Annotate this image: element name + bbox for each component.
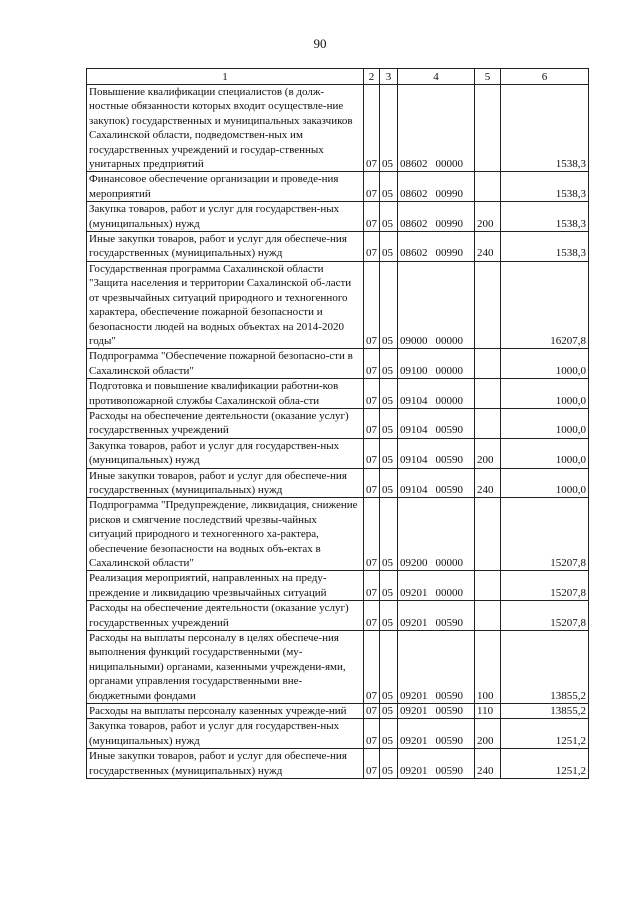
target-article-program-code: 09201: [400, 705, 428, 718]
header-col-1: 1: [87, 69, 364, 85]
target-article-direction-code: 00590: [435, 689, 463, 702]
target-article-direction-code: 00990: [435, 217, 463, 230]
target-article-code: [398, 172, 475, 202]
subsection-code: 05: [380, 704, 398, 719]
target-article-code: [398, 468, 475, 498]
expense-type-code: 200: [475, 719, 501, 749]
expense-type-code: 100: [475, 631, 501, 704]
table-header: [87, 69, 589, 85]
table-row: [87, 438, 589, 468]
budget-table: [86, 68, 589, 779]
target-article-code: [398, 749, 475, 779]
target-article-direction-code: 00000: [435, 334, 463, 347]
amount-value: 15207,8: [501, 498, 589, 571]
table-row: [87, 601, 589, 631]
subsection-code: 05: [380, 349, 398, 379]
subsection-code: 05: [380, 261, 398, 348]
target-article-direction-code: 00000: [435, 158, 463, 171]
expense-type-code: 110: [475, 704, 501, 719]
target-article-code: [398, 85, 475, 172]
target-article-direction-code: 00990: [435, 247, 463, 260]
target-article-program-code: 09104: [400, 394, 428, 407]
target-article-code: [398, 438, 475, 468]
section-code: 07: [364, 408, 380, 438]
target-article-program-code: 09104: [400, 454, 428, 467]
expense-type-code: 240: [475, 749, 501, 779]
subsection-code: 05: [380, 408, 398, 438]
section-code: 07: [364, 85, 380, 172]
subsection-code: 05: [380, 202, 398, 232]
subsection-code: 05: [380, 438, 398, 468]
target-article-direction-code: 00000: [435, 557, 463, 569]
target-article-code: [398, 408, 475, 438]
section-code: 07: [364, 571, 380, 601]
amount-value: 13855,2: [501, 631, 589, 704]
section-code: 07: [364, 601, 380, 631]
amount-value: 1538,3: [501, 232, 589, 262]
amount-value: 15207,8: [501, 601, 589, 631]
amount-value: 1000,0: [501, 379, 589, 409]
subsection-code: 05: [380, 601, 398, 631]
target-article-direction-code: 00000: [435, 586, 463, 599]
row-name: Закупка товаров, работ и услуг для государствен-ных (муниципальных) нужд: [87, 438, 364, 468]
table-row: [87, 749, 589, 779]
table-row: [87, 719, 589, 749]
section-code: 07: [364, 232, 380, 262]
target-article-program-code: 09000: [400, 334, 428, 347]
amount-value: 1538,3: [501, 85, 589, 172]
subsection-code: 05: [380, 468, 398, 498]
target-article-program-code: 08602: [400, 247, 428, 260]
table-row: [87, 498, 589, 571]
target-article-direction-code: 00590: [435, 483, 463, 496]
target-article-program-code: 09100: [400, 364, 428, 377]
amount-value: 1538,3: [501, 202, 589, 232]
target-article-program-code: 09201: [400, 616, 428, 629]
header-col-6: 6: [501, 69, 589, 85]
target-article-direction-code: 00590: [435, 705, 463, 718]
row-name: Закупка товаров, работ и услуг для государствен-ных (муниципальных) нужд: [87, 719, 364, 749]
section-code: 07: [364, 379, 380, 409]
expense-type-code: [475, 85, 501, 172]
subsection-code: 05: [380, 232, 398, 262]
target-article-code: [398, 349, 475, 379]
target-article-code: [398, 261, 475, 348]
section-code: 07: [364, 468, 380, 498]
header-row: [87, 69, 589, 85]
section-code: 07: [364, 749, 380, 779]
expense-type-code: [475, 498, 501, 571]
amount-value: 16207,8: [501, 261, 589, 348]
amount-value: 1000,0: [501, 349, 589, 379]
target-article-direction-code: 00000: [435, 394, 463, 407]
subsection-code: 05: [380, 379, 398, 409]
header-col-2: 2: [364, 69, 380, 85]
target-article-direction-code: 00990: [435, 187, 463, 200]
header-col-3: 3: [380, 69, 398, 85]
row-name: Подпрограмма "Обеспечение пожарной безопасно-сти в Сахалинской области": [87, 349, 364, 379]
target-article-program-code: 09201: [400, 734, 428, 747]
expense-type-code: [475, 408, 501, 438]
row-name: Иные закупки товаров, работ и услуг для обеспече-ния государственных (муниципальных) нужд: [87, 468, 364, 498]
row-name: Иные закупки товаров, работ и услуг для обеспече-ния государственных (муниципальных) нужд: [87, 232, 364, 262]
section-code: 07: [364, 438, 380, 468]
target-article-code: [398, 379, 475, 409]
subsection-code: 05: [380, 172, 398, 202]
target-article-direction-code: 00590: [435, 764, 463, 777]
row-name: Подпрограмма "Предупреждение, ликвидация, снижение рисков и смягчение последствий чрезвы-чайных ситуаций природного и техногенного ха-рактера, обеспечение безопасности на водных объ-ектах в Сахалинской области": [87, 498, 364, 571]
table-row: [87, 571, 589, 601]
expense-type-code: [475, 571, 501, 601]
expense-type-code: [475, 601, 501, 631]
expense-type-code: [475, 261, 501, 348]
row-name: Иные закупки товаров, работ и услуг для обеспече-ния государственных (муниципальных) нужд: [87, 749, 364, 779]
table-row: [87, 232, 589, 262]
section-code: 07: [364, 349, 380, 379]
subsection-code: 05: [380, 571, 398, 601]
amount-value: 1538,3: [501, 172, 589, 202]
subsection-code: 05: [380, 85, 398, 172]
expense-type-code: 200: [475, 202, 501, 232]
page-number: 90: [313, 36, 327, 51]
target-article-direction-code: 00590: [435, 424, 463, 437]
target-article-program-code: 09104: [400, 424, 428, 437]
table-body: [87, 85, 589, 779]
subsection-code: 05: [380, 749, 398, 779]
expense-type-code: 240: [475, 232, 501, 262]
table-row: [87, 468, 589, 498]
target-article-code: [398, 601, 475, 631]
row-name: Расходы на обеспечение деятельности (оказание услуг) государственных учреждений: [87, 601, 364, 631]
section-code: 07: [364, 719, 380, 749]
amount-value: 1251,2: [501, 719, 589, 749]
table-row: [87, 631, 589, 704]
target-article-code: [398, 202, 475, 232]
target-article-direction-code: 00000: [435, 364, 463, 377]
amount-value: 13855,2: [501, 704, 589, 719]
row-name: Расходы на обеспечение деятельности (оказание услуг) государственных учреждений: [87, 408, 364, 438]
expense-type-code: 240: [475, 468, 501, 498]
row-name: Расходы на выплаты персоналу в целях обеспече-ния выполнения функций государственными (му-ниципальными) органами, казенными учреждени-ями, органами управления государственными вне-бюджетными фондами: [87, 631, 364, 704]
target-article-program-code: 08602: [400, 158, 428, 171]
header-col-5: 5: [475, 69, 501, 85]
amount-value: 15207,8: [501, 571, 589, 601]
section-code: 07: [364, 631, 380, 704]
target-article-code: [398, 719, 475, 749]
row-name: Закупка товаров, работ и услуг для государствен-ных (муниципальных) нужд: [87, 202, 364, 232]
row-name: Реализация мероприятий, направленных на преду-преждение и ликвидацию чрезвычайных ситуаций: [87, 571, 364, 601]
row-name: Расходы на выплаты персоналу казенных учрежде-ний: [87, 704, 364, 719]
header-col-4: 4: [398, 69, 475, 85]
target-article-program-code: 09201: [400, 586, 428, 599]
table-row: [87, 85, 589, 172]
table-row: [87, 202, 589, 232]
amount-value: 1000,0: [501, 408, 589, 438]
row-name: Повышение квалификации специалистов (в долж-ностные обязанности которых входит осуществле-ние закупок) государственных и муниципальных заказчиков Сахалинской области, подведомствен-ных им государственных учреждений и государ-ственных унитарных предприятий: [87, 85, 364, 172]
table-row: [87, 704, 589, 719]
section-code: 07: [364, 704, 380, 719]
section-code: 07: [364, 202, 380, 232]
table-row: [87, 408, 589, 438]
target-article-direction-code: 00590: [435, 454, 463, 467]
target-article-program-code: 09104: [400, 483, 428, 496]
target-article-direction-code: 00590: [435, 616, 463, 629]
section-code: 07: [364, 261, 380, 348]
target-article-program-code: 09201: [400, 689, 428, 702]
expense-type-code: 200: [475, 438, 501, 468]
row-name: Подготовка и повышение квалификации работни-ков противопожарной службы Сахалинской обла-сти: [87, 379, 364, 409]
section-code: 07: [364, 498, 380, 571]
expense-type-code: [475, 172, 501, 202]
target-article-direction-code: 00590: [435, 734, 463, 747]
target-article-code: [398, 704, 475, 719]
amount-value: 1251,2: [501, 749, 589, 779]
target-article-code: [398, 631, 475, 704]
target-article-code: [398, 498, 475, 571]
target-article-program-code: 08602: [400, 187, 428, 200]
target-article-program-code: 08602: [400, 217, 428, 230]
table-row: [87, 349, 589, 379]
target-article-code: [398, 232, 475, 262]
expense-type-code: [475, 349, 501, 379]
amount-value: 1000,0: [501, 438, 589, 468]
subsection-code: 05: [380, 719, 398, 749]
subsection-code: 05: [380, 498, 398, 571]
subsection-code: 05: [380, 631, 398, 704]
row-name: Государственная программа Сахалинской области "Защита населения и территории Сахалинской об-ласти от чрезвычайных ситуаций природного и техногенного характера, обеспечение пожарной безопасности и безопасности людей на водных объектах на 2014-2020 годы": [87, 261, 364, 348]
table-row: [87, 172, 589, 202]
section-code: 07: [364, 172, 380, 202]
target-article-program-code: 09200: [400, 557, 428, 569]
target-article-program-code: 09201: [400, 764, 428, 777]
table-row: [87, 261, 589, 348]
expense-type-code: [475, 379, 501, 409]
amount-value: 1000,0: [501, 468, 589, 498]
row-name: Финансовое обеспечение организации и проведе-ния мероприятий: [87, 172, 364, 202]
table-row: [87, 379, 589, 409]
target-article-code: [398, 571, 475, 601]
